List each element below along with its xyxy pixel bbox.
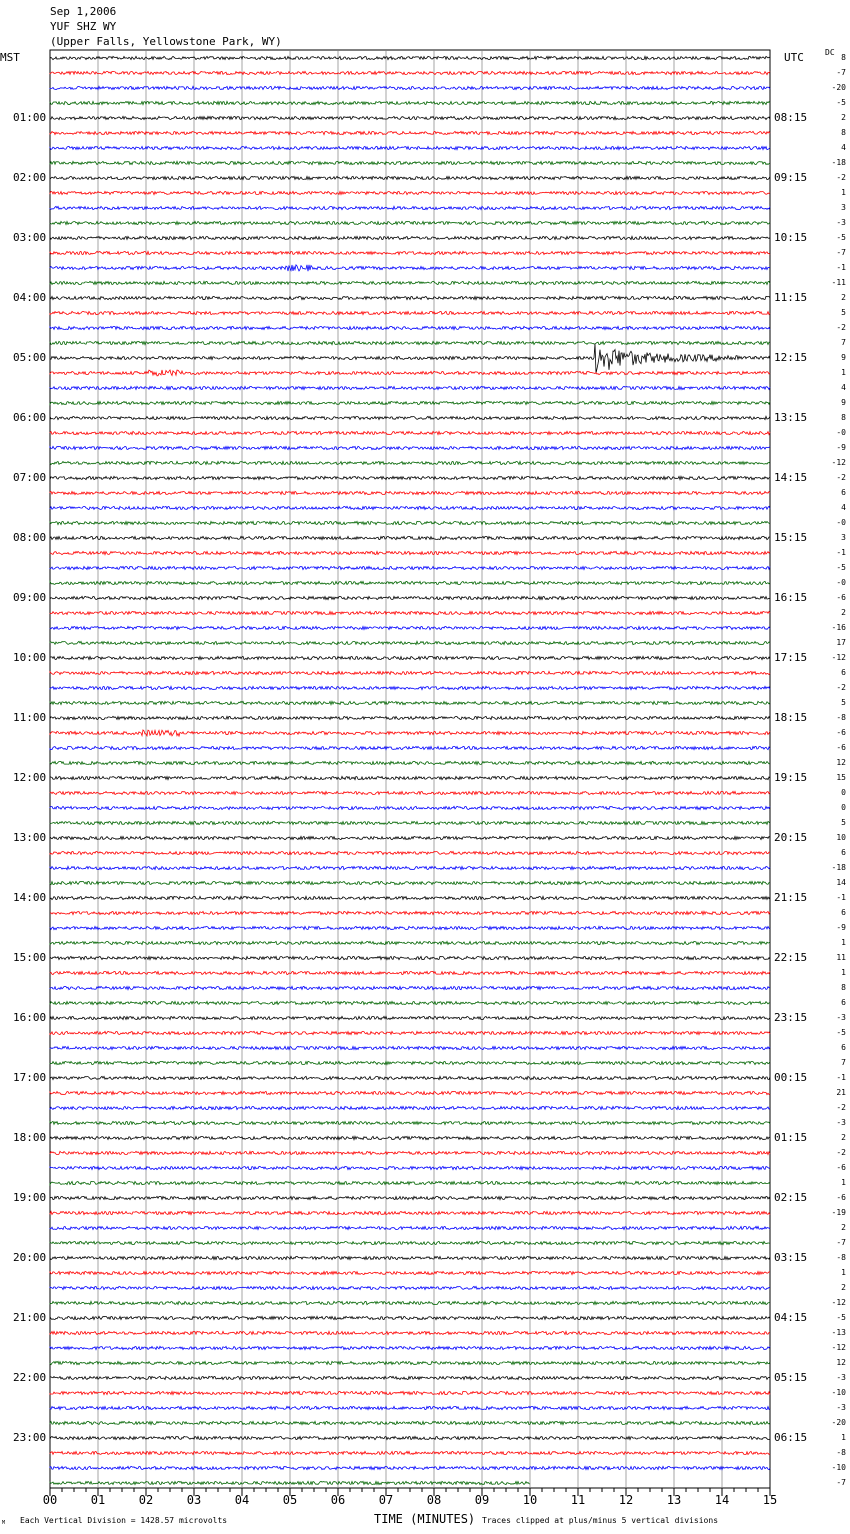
trace-row [50, 641, 770, 644]
dc-offset-label: 9 [841, 353, 846, 362]
dc-offset-label: 3 [841, 203, 846, 212]
dc-offset-label: -9 [836, 443, 846, 452]
trace-row [50, 236, 770, 239]
trace-row [50, 1136, 770, 1139]
left-hour-label: 22:00 [13, 1371, 47, 1384]
dc-header: DC [825, 48, 835, 57]
dc-offset-label: 4 [841, 383, 846, 392]
trace-row [50, 341, 770, 344]
left-hour-label: 17:00 [13, 1071, 47, 1084]
left-hour-label: 20:00 [13, 1251, 47, 1264]
dc-offset-label: 4 [841, 143, 846, 152]
trace-row [50, 311, 770, 314]
trace-row [50, 596, 770, 599]
trace-row [50, 131, 770, 134]
left-hour-label: 13:00 [13, 831, 47, 844]
left-hour-label: 03:00 [13, 231, 47, 244]
dc-offset-label: -7 [836, 1238, 846, 1247]
dc-offset-label: 2 [841, 1283, 846, 1292]
trace-row [50, 1406, 770, 1409]
trace-row [50, 386, 770, 389]
dc-offset-label: 3 [841, 533, 846, 542]
trace-row [50, 881, 770, 884]
x-tick-label: 03 [186, 1493, 202, 1507]
left-hour-label: 21:00 [13, 1311, 47, 1324]
trace-row [50, 251, 770, 254]
left-hour-label: 11:00 [13, 711, 47, 724]
dc-offset-label: 6 [841, 1043, 846, 1052]
trace-row [50, 986, 770, 989]
x-tick-label: 13 [666, 1493, 682, 1507]
dc-offset-label: 0 [841, 788, 846, 797]
dc-offset-label: -5 [836, 233, 846, 242]
trace-row [50, 1286, 770, 1289]
dc-offset-label: -13 [831, 1328, 846, 1337]
right-hour-label: 09:15 [774, 171, 808, 184]
trace-row [50, 1106, 770, 1109]
trace-row [50, 566, 770, 569]
left-hour-label: 23:00 [13, 1431, 47, 1444]
dc-offset-label: -7 [836, 68, 846, 77]
dc-offset-label: 6 [841, 488, 846, 497]
right-hour-label: 04:15 [774, 1311, 808, 1324]
right-hour-label: 19:15 [774, 771, 808, 784]
dc-offset-label: -1 [836, 1073, 846, 1082]
scale-note: Each Vertical Division = 1428.57 microvolts [20, 1516, 228, 1525]
x-tick-label: 00 [42, 1493, 58, 1507]
x-tick-label: 11 [570, 1493, 586, 1507]
dc-offset-label: -6 [836, 728, 846, 737]
right-hour-label: 15:15 [774, 531, 808, 544]
dc-offset-label: -12 [831, 653, 846, 662]
dc-offset-label: -5 [836, 1028, 846, 1037]
dc-offset-label: -20 [831, 1418, 846, 1427]
right-hour-label: 02:15 [774, 1191, 808, 1204]
plot-date: Sep 1,2006 [50, 5, 117, 18]
dc-offset-label: -5 [836, 1313, 846, 1322]
dc-offset-label: -3 [836, 1013, 846, 1022]
dc-offset-label: -2 [836, 1148, 846, 1157]
trace-row [50, 86, 770, 89]
x-tick-label: 07 [378, 1493, 394, 1507]
dc-offset-label: -10 [831, 1463, 846, 1472]
trace-row [50, 101, 770, 104]
trace-row [50, 1466, 770, 1469]
trace-row [50, 161, 770, 164]
trace-row [50, 416, 770, 419]
trace-row [50, 1031, 770, 1034]
left-hour-label: 07:00 [13, 471, 47, 484]
dc-offset-label: -6 [836, 1193, 846, 1202]
clip-note: Traces clipped at plus/minus 5 vertical divisions [482, 1516, 719, 1525]
left-hour-label: 14:00 [13, 891, 47, 904]
dc-offset-label: 12 [836, 1358, 846, 1367]
dc-offset-label: 6 [841, 908, 846, 917]
dc-offset-label: -18 [831, 863, 846, 872]
dc-offset-label: 5 [841, 308, 846, 317]
dc-offset-label: -3 [836, 1118, 846, 1127]
right-hour-label: 03:15 [774, 1251, 808, 1264]
x-tick-label: 08 [426, 1493, 442, 1507]
trace-row [50, 206, 770, 209]
dc-offset-label: -18 [831, 158, 846, 167]
trace-row [50, 821, 770, 824]
x-tick-label: 12 [618, 1493, 634, 1507]
left-hour-label: 06:00 [13, 411, 47, 424]
dc-offset-label: -6 [836, 743, 846, 752]
dc-offset-label: 1 [841, 188, 846, 197]
trace-row [50, 461, 770, 464]
dc-offset-label: 8 [841, 983, 846, 992]
trace-row [50, 956, 770, 959]
trace-row [50, 806, 770, 809]
trace-row [50, 1451, 770, 1454]
dc-offset-label: -0 [836, 518, 846, 527]
trace-row [50, 1061, 770, 1064]
trace-row [50, 1331, 770, 1334]
right-hour-label: 08:15 [774, 111, 808, 124]
dc-offset-label: 6 [841, 668, 846, 677]
right-hour-label: 22:15 [774, 951, 808, 964]
dc-offset-label: -2 [836, 1103, 846, 1112]
dc-offset-label: 14 [836, 878, 846, 887]
trace-row [50, 344, 770, 374]
trace-row [50, 296, 770, 299]
trace-row [50, 326, 770, 329]
x-tick-label: 01 [90, 1493, 106, 1507]
x-tick-label: 04 [234, 1493, 250, 1507]
dc-offset-label: -16 [831, 623, 846, 632]
trace-row [50, 370, 770, 376]
left-hour-label: 19:00 [13, 1191, 47, 1204]
trace-row [50, 1091, 770, 1094]
right-hour-label: 10:15 [774, 231, 808, 244]
dc-offset-label: 8 [841, 413, 846, 422]
right-hour-label: 18:15 [774, 711, 808, 724]
right-hour-label: 00:15 [774, 1071, 808, 1084]
trace-row [50, 926, 770, 929]
left-hour-label: 10:00 [13, 651, 47, 664]
right-hour-label: 13:15 [774, 411, 808, 424]
right-hour-label: 11:15 [774, 291, 808, 304]
trace-row [50, 401, 770, 404]
dc-offset-label: -6 [836, 1163, 846, 1172]
trace-row [50, 1166, 770, 1169]
dc-offset-label: -1 [836, 548, 846, 557]
dc-offset-label: -7 [836, 248, 846, 257]
trace-row [50, 1376, 770, 1379]
trace-row [50, 626, 770, 629]
dc-offset-label: -2 [836, 683, 846, 692]
trace-row [50, 281, 770, 284]
dc-offset-label: -2 [836, 173, 846, 182]
trace-row [50, 446, 770, 449]
trace-row [50, 656, 770, 659]
dc-offset-label: 2 [841, 113, 846, 122]
trace-row [50, 1361, 770, 1364]
dc-offset-label: -9 [836, 923, 846, 932]
trace-row [50, 1241, 770, 1244]
right-hour-label: 05:15 [774, 1371, 808, 1384]
trace-row [50, 1271, 770, 1274]
dc-offset-label: -2 [836, 323, 846, 332]
trace-row [50, 146, 770, 149]
left-hour-label: 02:00 [13, 171, 47, 184]
left-hour-label: 04:00 [13, 291, 47, 304]
dc-offset-label: 9 [841, 398, 846, 407]
right-hour-label: 16:15 [774, 591, 808, 604]
dc-offset-label: 0 [841, 803, 846, 812]
dc-offset-label: -7 [836, 1478, 846, 1487]
dc-offset-label: 5 [841, 818, 846, 827]
right-hour-label: 06:15 [774, 1431, 808, 1444]
trace-row [50, 941, 770, 944]
trace-row [50, 221, 770, 224]
trace-row [50, 1436, 770, 1439]
trace-row [50, 1421, 770, 1424]
dc-offset-label: 21 [836, 1088, 846, 1097]
dc-offset-label: -8 [836, 1448, 846, 1457]
dc-offset-label: 8 [841, 53, 846, 62]
left-hour-label: 09:00 [13, 591, 47, 604]
trace-row [50, 911, 770, 914]
left-hour-label: 18:00 [13, 1131, 47, 1144]
dc-offset-label: 5 [841, 698, 846, 707]
dc-offset-label: 2 [841, 1133, 846, 1142]
x-tick-label: 10 [522, 1493, 538, 1507]
trace-row [50, 701, 770, 704]
dc-offset-label: 12 [836, 758, 846, 767]
trace-row [50, 611, 770, 614]
left-hour-label: 12:00 [13, 771, 47, 784]
x-tick-label: 09 [474, 1493, 490, 1507]
trace-row [50, 1196, 770, 1199]
dc-offset-label: 6 [841, 998, 846, 1007]
dc-offset-label: -5 [836, 98, 846, 107]
dc-offset-label: -11 [831, 278, 846, 287]
dc-offset-label: 1 [841, 938, 846, 947]
right-hour-label: 14:15 [774, 471, 808, 484]
trace-row [50, 1181, 770, 1184]
right-hour-label: 20:15 [774, 831, 808, 844]
trace-row [50, 686, 770, 689]
dc-offset-label: -3 [836, 1403, 846, 1412]
left-hour-label: 08:00 [13, 531, 47, 544]
corner-mark: M [2, 1520, 6, 1526]
trace-row [50, 1256, 770, 1259]
trace-row [50, 191, 770, 194]
dc-offset-label: 4 [841, 503, 846, 512]
trace-row [50, 1046, 770, 1049]
dc-offset-label: -0 [836, 578, 846, 587]
trace-row [50, 476, 770, 479]
dc-offset-label: 1 [841, 968, 846, 977]
trace-row [50, 896, 770, 899]
trace-row [50, 1301, 770, 1304]
right-hour-label: 12:15 [774, 351, 808, 364]
dc-offset-label: -3 [836, 218, 846, 227]
dc-offset-label: -0 [836, 428, 846, 437]
right-hour-label: 21:15 [774, 891, 808, 904]
dc-offset-label: -5 [836, 563, 846, 572]
dc-offset-label: 10 [836, 833, 846, 842]
trace-row [50, 1346, 770, 1349]
x-tick-label: 06 [330, 1493, 346, 1507]
trace-row [50, 1211, 770, 1214]
left-timezone: MST [0, 51, 20, 64]
x-tick-label: 15 [762, 1493, 778, 1507]
dc-offset-label: -12 [831, 1298, 846, 1307]
trace-row [50, 506, 770, 509]
dc-offset-label: -12 [831, 1343, 846, 1352]
dc-offset-label: -10 [831, 1388, 846, 1397]
dc-offset-label: 8 [841, 128, 846, 137]
trace-row [50, 761, 770, 764]
trace-row [50, 431, 770, 434]
dc-offset-label: -1 [836, 893, 846, 902]
station-code: YUF SHZ WY [50, 20, 117, 33]
dc-offset-label: 2 [841, 1223, 846, 1232]
dc-offset-label: 1 [841, 1178, 846, 1187]
dc-offset-label: 1 [841, 368, 846, 377]
left-hour-label: 16:00 [13, 1011, 47, 1024]
trace-row [50, 1316, 770, 1319]
trace-row [50, 1121, 770, 1124]
dc-offset-label: 17 [836, 638, 846, 647]
dc-offset-label: 1 [841, 1433, 846, 1442]
dc-offset-label: 7 [841, 338, 846, 347]
station-location: (Upper Falls, Yellowstone Park, WY) [50, 35, 282, 48]
right-hour-label: 01:15 [774, 1131, 808, 1144]
dc-offset-label: -20 [831, 83, 846, 92]
x-tick-label: 05 [282, 1493, 298, 1507]
time-axis [43, 1488, 777, 1507]
trace-row [50, 851, 770, 854]
dc-offset-label: 2 [841, 293, 846, 302]
dc-offset-label: -8 [836, 713, 846, 722]
trace-row [50, 536, 770, 539]
dc-offset-label: -6 [836, 593, 846, 602]
dc-offset-label: -19 [831, 1208, 846, 1217]
trace-row [50, 521, 770, 524]
trace-row [50, 866, 770, 869]
dc-offset-label: -1 [836, 263, 846, 272]
trace-row [50, 1001, 770, 1004]
trace-row [50, 836, 770, 839]
seismic-traces [50, 56, 770, 1484]
trace-row [50, 671, 770, 674]
trace-row [50, 1016, 770, 1019]
dc-offset-label: 11 [836, 953, 846, 962]
dc-offset-label: -3 [836, 1373, 846, 1382]
right-hour-label: 23:15 [774, 1011, 808, 1024]
dc-offset-label: 6 [841, 848, 846, 857]
right-hour-label: 17:15 [774, 651, 808, 664]
trace-row [50, 176, 770, 179]
left-hour-label: 15:00 [13, 951, 47, 964]
trace-row [50, 1226, 770, 1229]
trace-row [50, 1391, 770, 1394]
dc-offset-label: -2 [836, 473, 846, 482]
trace-row [50, 971, 770, 974]
trace-row [50, 1076, 770, 1079]
trace-row [50, 491, 770, 494]
dc-offset-label: 7 [841, 1058, 846, 1067]
trace-row [50, 116, 770, 119]
trace-row [50, 716, 770, 719]
dc-offset-label: 1 [841, 1268, 846, 1277]
trace-row [50, 791, 770, 794]
trace-row [50, 1151, 770, 1154]
x-tick-label: 02 [138, 1493, 154, 1507]
x-tick-label: 14 [714, 1493, 730, 1507]
trace-row [50, 71, 770, 74]
left-hour-label: 01:00 [13, 111, 47, 124]
trace-row [50, 265, 770, 271]
x-axis-label: TIME (MINUTES) [374, 1512, 476, 1526]
trace-row [50, 581, 770, 584]
trace-row [50, 551, 770, 554]
dc-offset-label: -8 [836, 1253, 846, 1262]
dc-offset-label: -12 [831, 458, 846, 467]
dc-offset-label: 2 [841, 608, 846, 617]
trace-row [50, 730, 770, 736]
trace-row [50, 776, 770, 779]
trace-row [50, 56, 770, 59]
trace-row [50, 746, 770, 749]
left-hour-label: 05:00 [13, 351, 47, 364]
dc-offset-label: 15 [836, 773, 846, 782]
right-timezone: UTC [784, 51, 804, 64]
